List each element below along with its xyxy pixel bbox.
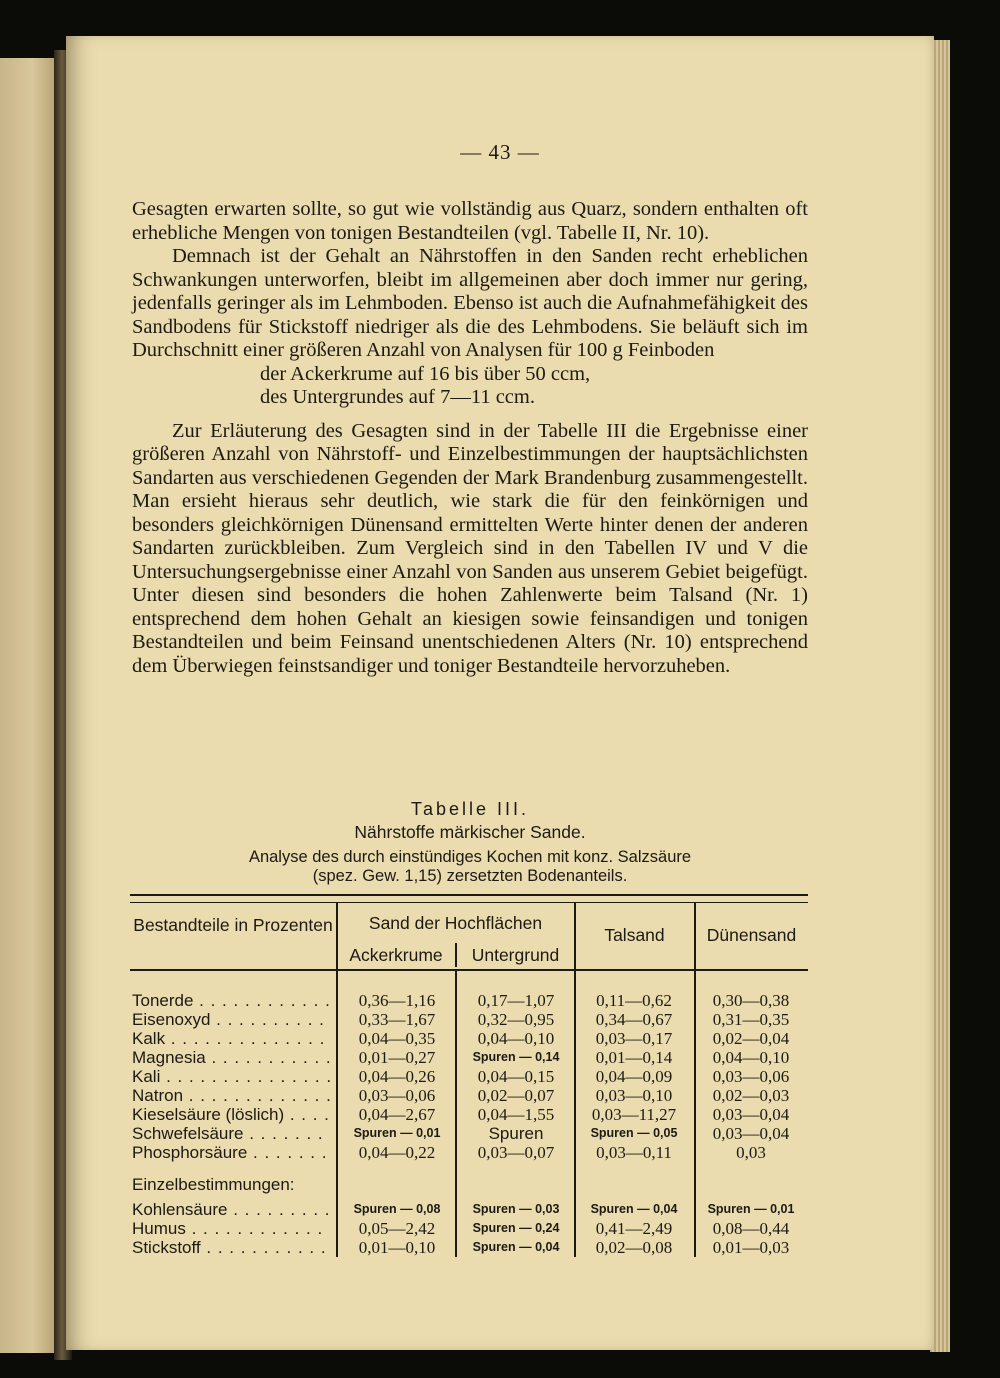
table-row bbox=[130, 1219, 808, 1238]
cell-talsand: 0,03—0,17 bbox=[595, 1029, 673, 1048]
book-page bbox=[66, 36, 934, 1350]
table-description-line-2: (spez. Gew. 1,15) zersetzten Bodenanteils. bbox=[312, 867, 628, 885]
table-description bbox=[132, 848, 808, 886]
paragraph-1: Gesagten erwarten sollte, so gut wie vollständig aus Quarz, sondern enthalten oft erhebliche Mengen von tonigen Bestandteilen (vgl. Tabelle II, Nr. 10). bbox=[132, 198, 808, 244]
body-text bbox=[132, 198, 808, 678]
table-body bbox=[130, 971, 808, 1261]
cell-untergrund: 0,02—0,07 bbox=[477, 1086, 555, 1105]
row-label: Eisenoxyd . . . bbox=[132, 1010, 330, 1029]
section-label-einzelbestimmungen: Einzelbestimmungen: bbox=[132, 1175, 295, 1194]
row-label: Natron . . . bbox=[132, 1086, 330, 1105]
cell-duenensand: 0,02—0,03 bbox=[712, 1086, 790, 1105]
row-label: Stickstoff . . . bbox=[132, 1238, 330, 1257]
cell-talsand: 0,41—2,49 bbox=[595, 1219, 673, 1238]
cell-talsand: 0,04—0,09 bbox=[595, 1067, 673, 1086]
cell-ackerkrume: 0,04—0,26 bbox=[358, 1067, 436, 1086]
table-header bbox=[130, 903, 808, 971]
table-row bbox=[130, 1029, 808, 1048]
cell-untergrund: 0,32—0,95 bbox=[477, 1010, 555, 1029]
centered-line-1: der Ackerkrume auf 16 bis über 50 ccm, bbox=[260, 362, 591, 385]
cell-duenensand: 0,30—0,38 bbox=[712, 991, 790, 1010]
cell-untergrund: 0,04—0,15 bbox=[477, 1067, 555, 1086]
cell-talsand: Spuren — 0,04 bbox=[590, 1202, 678, 1216]
table-row bbox=[130, 1067, 808, 1086]
cell-talsand: 0,03—0,11 bbox=[596, 1143, 672, 1162]
cell-talsand: 0,34—0,67 bbox=[595, 1010, 673, 1029]
table-row bbox=[130, 1105, 808, 1124]
row-label: Tonerde . . . bbox=[132, 991, 330, 1010]
cell-ackerkrume: 0,33—1,67 bbox=[358, 1010, 436, 1029]
centered-line-2: des Untergrundes auf 7—11 ccm. bbox=[260, 386, 535, 408]
cell-ackerkrume: 0,05—2,42 bbox=[358, 1219, 436, 1238]
cell-untergrund: 0,04—1,55 bbox=[477, 1105, 555, 1124]
cell-ackerkrume: Spuren — 0,01 bbox=[353, 1126, 441, 1140]
row-label: Phosphorsäure . . . bbox=[132, 1143, 330, 1162]
table-subtitle: Nährstoffe märkischer Sande. bbox=[354, 822, 586, 842]
table-row bbox=[130, 1124, 808, 1143]
table-row bbox=[130, 991, 808, 1010]
cell-untergrund: Spuren — 0,14 bbox=[472, 1050, 560, 1064]
cell-ackerkrume: 0,36—1,16 bbox=[358, 991, 436, 1010]
cell-duenensand: 0,01—0,03 bbox=[712, 1238, 790, 1257]
cell-ackerkrume: 0,04—2,67 bbox=[358, 1105, 436, 1124]
cell-talsand: 0,03—0,10 bbox=[595, 1086, 673, 1105]
cell-untergrund: Spuren bbox=[488, 1124, 544, 1143]
cell-duenensand: Spuren — 0,01 bbox=[707, 1202, 795, 1216]
cell-ackerkrume: 0,01—0,10 bbox=[358, 1238, 436, 1257]
cell-duenensand: 0,31—0,35 bbox=[712, 1010, 790, 1029]
cell-ackerkrume: 0,04—0,22 bbox=[358, 1143, 436, 1162]
row-label: Magnesia . . . bbox=[132, 1048, 330, 1067]
page-number: — 43 — bbox=[460, 140, 540, 164]
cell-untergrund: 0,17—1,07 bbox=[477, 991, 555, 1010]
header-ackerkrume: Ackerkrume bbox=[349, 945, 443, 965]
header-duenensand: Dünensand bbox=[706, 925, 797, 945]
paragraph-3: Zur Erläuterung des Gesagten sind in der Tabelle III die Ergebnisse einer größeren Anzahl von Nährstoff- und Einzelbestimmungen der hauptsächlichsten Sandarten aus verschiedenen Gegenden der Mark Brandenburg zusammengestellt. Man ersieht hieraus sehr deutlich, wie stark die für den feinkörnigen und besonders gleichkörnigen Dünensand ermittelten Werte hinter denen der anderen Sandarten zurückbleiben. Zum Vergleich sind in den Tabellen IV und V die Untersuchungsergebnisse einer Anzahl von Sanden aus unserem Gebiet beigefügt. Unter diesen sind besonders die hohen Zahlenwerte beim Talsand (Nr. 1) entsprechend dem hohen Gehalt an kiesigen sowie feinsandigen und tonigen Bestandteilen und beim Feinsand unentschiedenen Alters (Nr. 10) entsprechend dem Überwiegen feinstsandiger und toniger Bestandteile hervorzuheben. bbox=[132, 419, 808, 677]
table-row bbox=[130, 1200, 808, 1219]
cell-duenensand: 0,03—0,06 bbox=[712, 1067, 790, 1086]
header-untergrund: Untergrund bbox=[471, 945, 560, 965]
cell-untergrund: Spuren — 0,24 bbox=[472, 1221, 560, 1235]
cell-ackerkrume: 0,04—0,35 bbox=[358, 1029, 436, 1048]
table-title: Tabelle III. bbox=[410, 799, 530, 819]
nutrient-table bbox=[130, 894, 808, 1261]
cell-untergrund: 0,03—0,07 bbox=[477, 1143, 555, 1162]
table-row bbox=[130, 1143, 808, 1162]
cell-duenensand: 0,04—0,10 bbox=[712, 1048, 790, 1067]
cell-duenensand: 0,02—0,04 bbox=[712, 1029, 790, 1048]
paragraph-2: Demnach ist der Gehalt an Nährstoffen in den Sanden recht erheblichen Schwankungen unterworfen, bleibt im allgemeinen aber doch immer nur gering, jedenfalls geringer als im Lehmboden. Ebenso ist auch die Aufnahmefähigkeit des Sandbodens für Stickstoff niedriger als die des Lehmbodens. Sie beläuft sich im Durchschnitt einer größeren Anzahl von Analysen für 100 g Feinboden bbox=[132, 245, 808, 361]
cell-talsand: 0,11—0,62 bbox=[596, 991, 672, 1010]
cell-untergrund: Spuren — 0,04 bbox=[472, 1240, 560, 1254]
cell-untergrund: Spuren — 0,03 bbox=[472, 1202, 560, 1216]
row-label: Kohlensäure . . . bbox=[132, 1200, 330, 1219]
table-row bbox=[130, 1238, 808, 1257]
row-label: Schwefelsäure . . . bbox=[132, 1124, 330, 1143]
cell-talsand: 0,01—0,14 bbox=[595, 1048, 673, 1067]
cell-untergrund: 0,04—0,10 bbox=[477, 1029, 555, 1048]
row-label: Humus . . . bbox=[132, 1219, 330, 1238]
row-label: Kalk . . . bbox=[132, 1029, 330, 1048]
left-page-edge bbox=[0, 58, 54, 1353]
cell-talsand: 0,02—0,08 bbox=[595, 1238, 673, 1257]
table-row bbox=[130, 1010, 808, 1029]
cell-ackerkrume: Spuren — 0,08 bbox=[353, 1202, 441, 1216]
table-row bbox=[130, 1048, 808, 1067]
cell-duenensand: 0,08—0,44 bbox=[712, 1219, 790, 1238]
header-components: Bestandteile in Prozenten bbox=[133, 915, 333, 935]
table-row bbox=[130, 1086, 808, 1105]
table-top-rule bbox=[130, 894, 808, 903]
cell-talsand: 0,03—11,27 bbox=[591, 1105, 677, 1124]
header-talsand: Talsand bbox=[604, 925, 665, 945]
cell-duenensand: 0,03—0,04 bbox=[712, 1124, 790, 1143]
cell-duenensand: 0,03—0,04 bbox=[712, 1105, 790, 1124]
header-hochflaechen: Sand der Hochflächen bbox=[368, 913, 543, 933]
cell-ackerkrume: 0,01—0,27 bbox=[358, 1048, 436, 1067]
cell-talsand: Spuren — 0,05 bbox=[590, 1126, 678, 1140]
cell-duenensand: 0,03 bbox=[736, 1143, 766, 1162]
row-label: Kieselsäure (löslich) . . . bbox=[132, 1105, 330, 1124]
row-label: Kali . . . bbox=[132, 1067, 330, 1086]
table-description-line-1: Analyse des durch einstündiges Kochen mit konz. Salzsäure bbox=[248, 848, 692, 866]
cell-ackerkrume: 0,03—0,06 bbox=[358, 1086, 436, 1105]
